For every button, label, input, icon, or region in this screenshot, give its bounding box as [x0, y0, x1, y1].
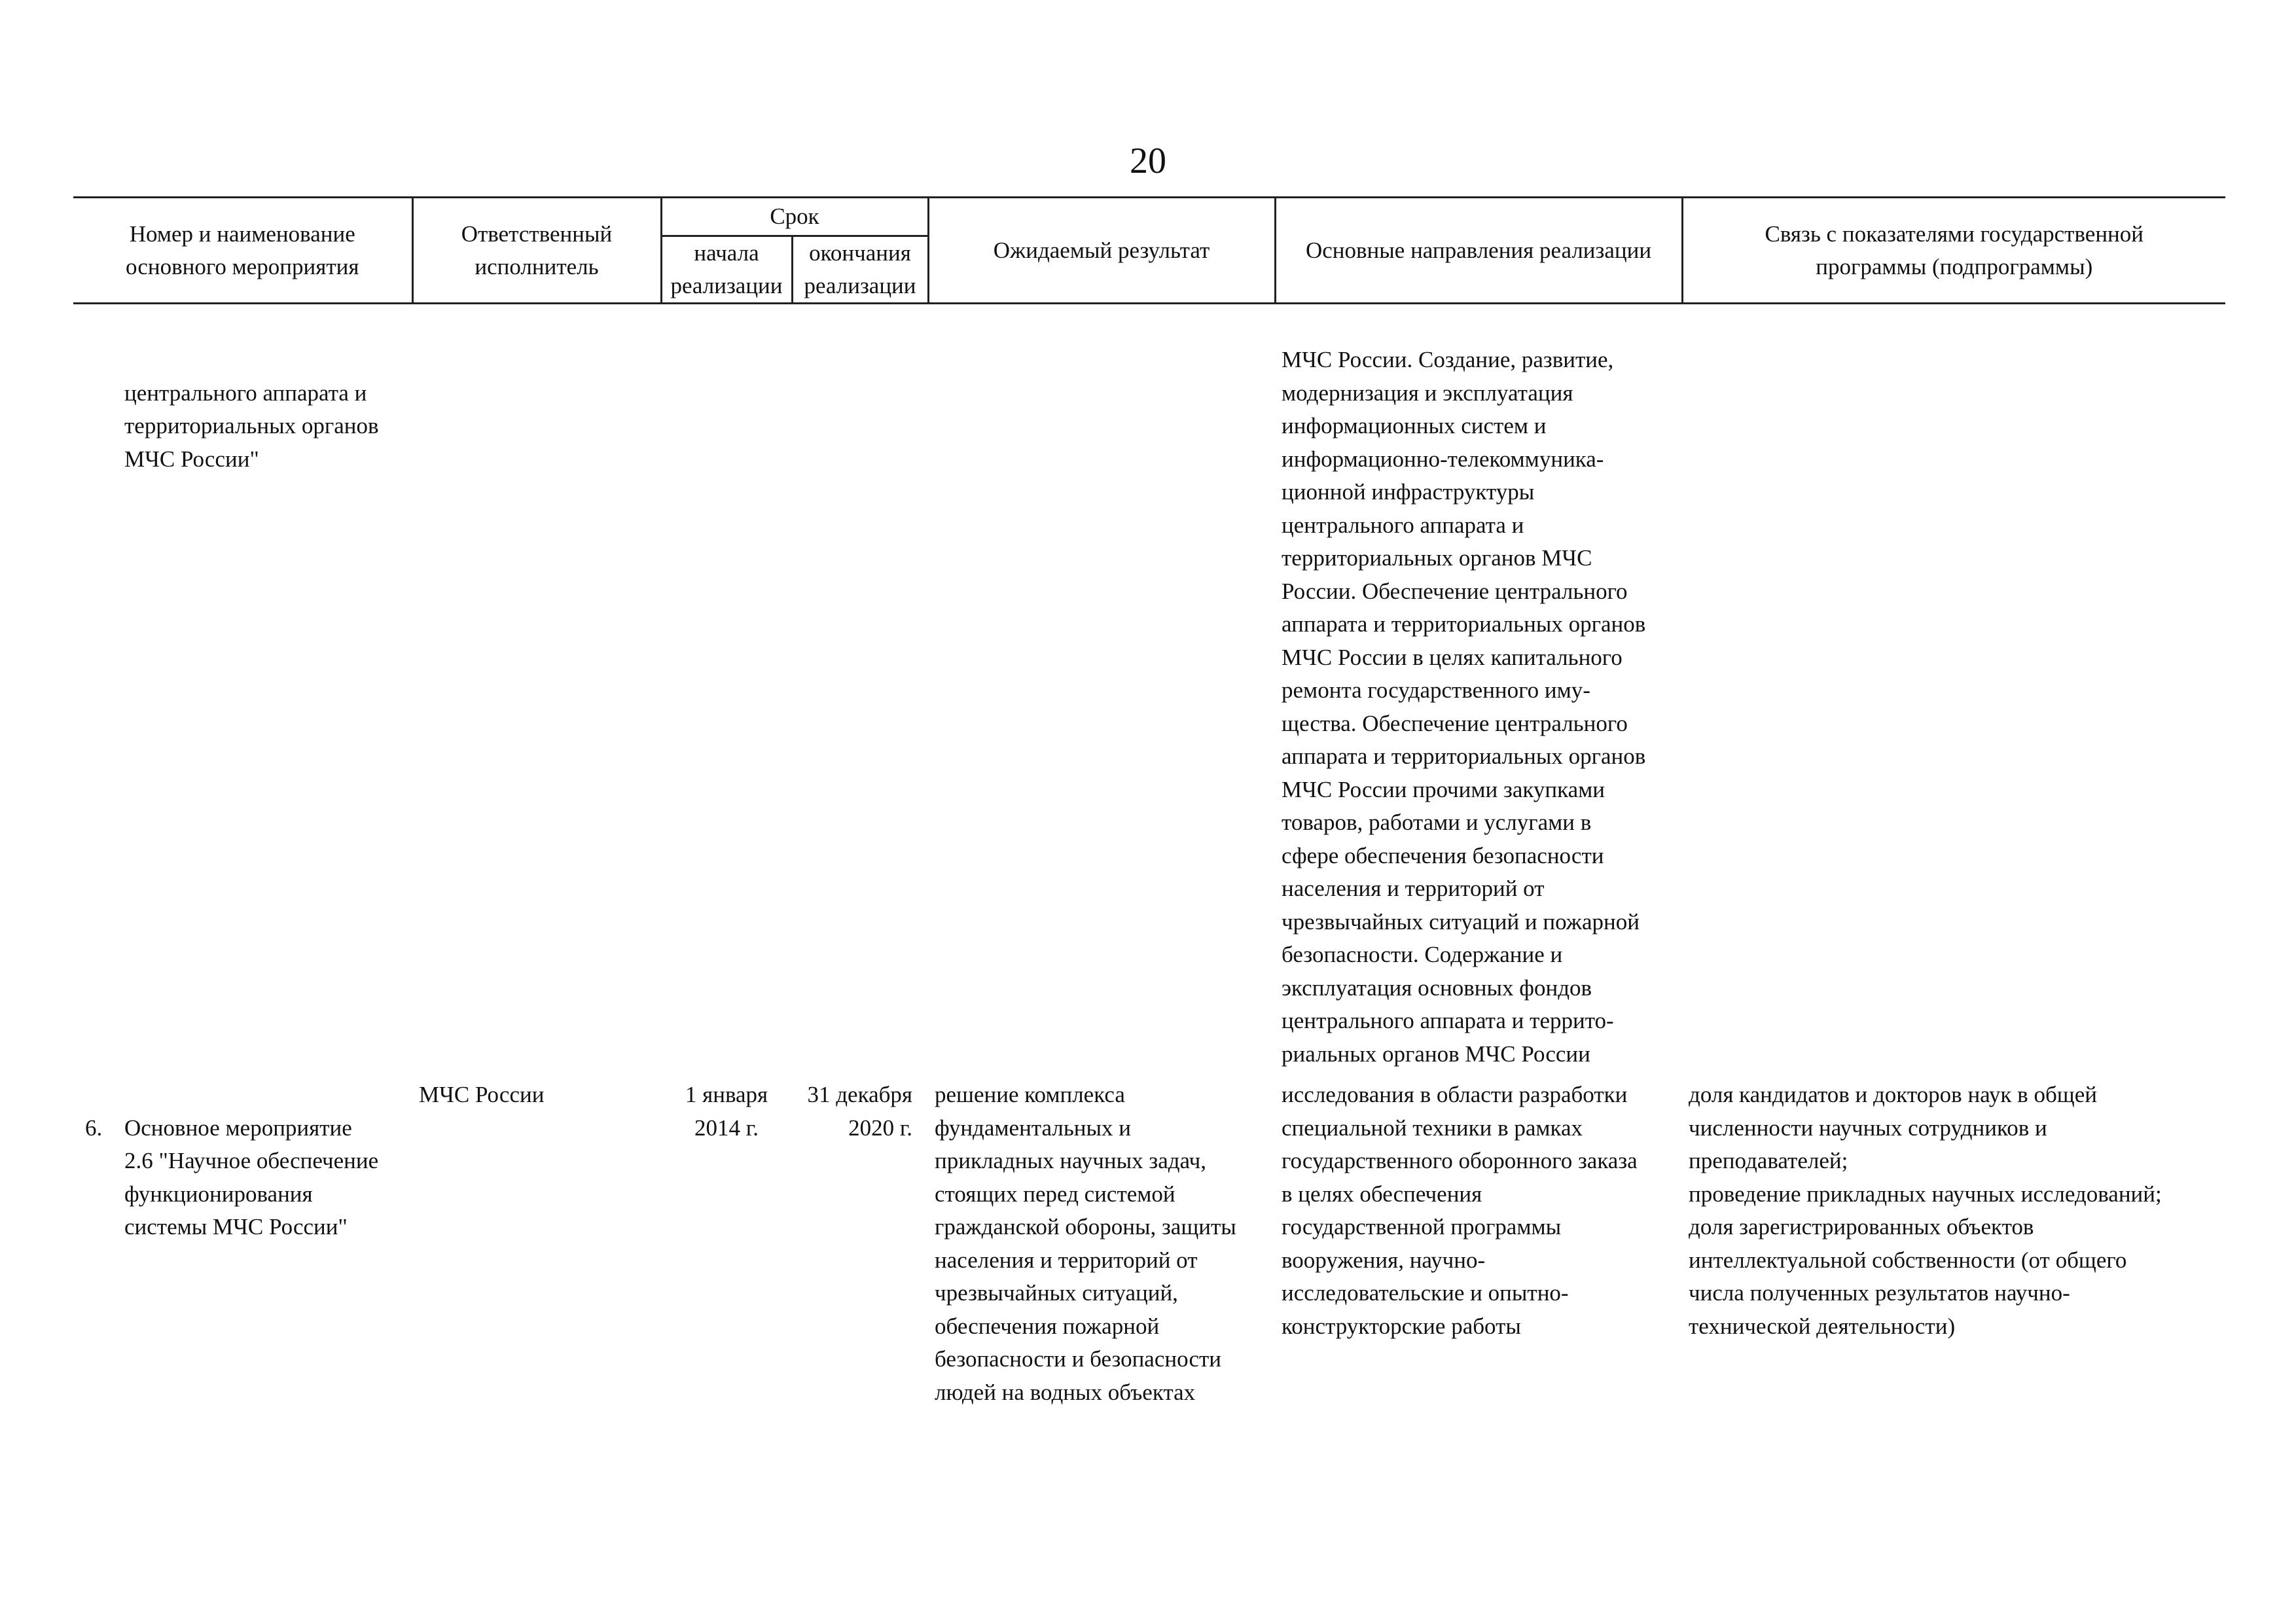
row-link: [1682, 304, 2225, 1071]
row-directions: МЧС России. Создание, развитие, модернизация и эксплуатация информационных систем и информационно-телекоммуника- ционной инфраструктуры центрального аппарата и территориальных органов МЧС России. Обеспечение центрального аппарата и территориальных органов МЧС России в целях капитального ремонта государственного иму- щества. Обеспечение центрального аппарата и территориальных органов МЧС России прочими закупками товаров, работами и услугами в сфере обеспечения безопасности населения и территорий от чрезвычайных ситуаций и пожарной безопасности. Содержание и эксплуатация основных фондов центрального аппарата и террито- риальных органов МЧС России: [1282, 347, 1646, 1067]
measures-table: [73, 196, 2225, 1409]
table-body: [73, 304, 2225, 1410]
header-directions: [1275, 198, 1682, 304]
measures-table-container: [73, 196, 2225, 1409]
row-start: [661, 304, 792, 1071]
row-name: Основное мероприятие 2.6 "Научное обеспечение функционирования системы МЧС России": [124, 1115, 379, 1240]
row-name-cell: [73, 304, 412, 1071]
header-end: [792, 236, 928, 304]
page-number: 20: [1130, 141, 1166, 181]
header-term-label: Срок: [770, 204, 819, 229]
header-end-label: окончания реализации: [804, 240, 916, 298]
header-name: [73, 198, 412, 304]
row-end: 31 декабря 2020 г.: [807, 1082, 913, 1141]
row-start: 1 января 2014 г.: [685, 1082, 768, 1141]
header-name-label: Номер и наименование основного мероприятия: [126, 221, 359, 279]
header-executor-label: Ответственный исполнитель: [461, 221, 613, 279]
row-result: [928, 304, 1275, 1071]
table-row: [73, 1071, 2225, 1409]
row-executor: [412, 304, 661, 1071]
row-name: центрального аппарата и территориальных органов МЧС России": [124, 380, 379, 472]
row-result: решение комплекса фундаментальных и прикладных научных задач, стоящих перед системой гражданской обороны, защиты населения и территорий от чрезвычайных ситуаций, обеспечения пожарной безопасности и безопасности людей на водных объектах: [935, 1082, 1236, 1405]
row-end: [792, 304, 928, 1071]
row-number: 6.: [85, 1115, 103, 1141]
header-link-label: Связь с показателями государственной программы (подпрограммы): [1765, 221, 2144, 279]
header-start: [661, 236, 792, 304]
row-link: доля кандидатов и докторов наук в общей численности научных сотрудников и преподавателей; проведение прикладных научных исследований; доля зарегистрированных объектов интеллектуальной собственности (от общего числа полученных результатов научно- технической деятельности): [1689, 1082, 2162, 1339]
row-name-cell: [73, 1071, 412, 1409]
header-term: [661, 198, 928, 236]
header-start-label: начала реализации: [670, 240, 783, 298]
header-result-label: Ожидаемый результат: [993, 237, 1210, 263]
header-directions-label: Основные направления реализации: [1305, 237, 1652, 263]
table-row: [73, 304, 2225, 1071]
header-link: [1682, 198, 2225, 304]
table-header: [73, 198, 2225, 304]
row-executor: МЧС России: [419, 1082, 545, 1107]
row-directions: исследования в области разработки специальной техники в рамках государственного оборонного заказа в целях обеспечения государственной программы вооружения, научно- исследовательские и опытно- конструкторские работы: [1282, 1082, 1638, 1339]
header-result: [928, 198, 1275, 304]
header-executor: [412, 198, 661, 304]
